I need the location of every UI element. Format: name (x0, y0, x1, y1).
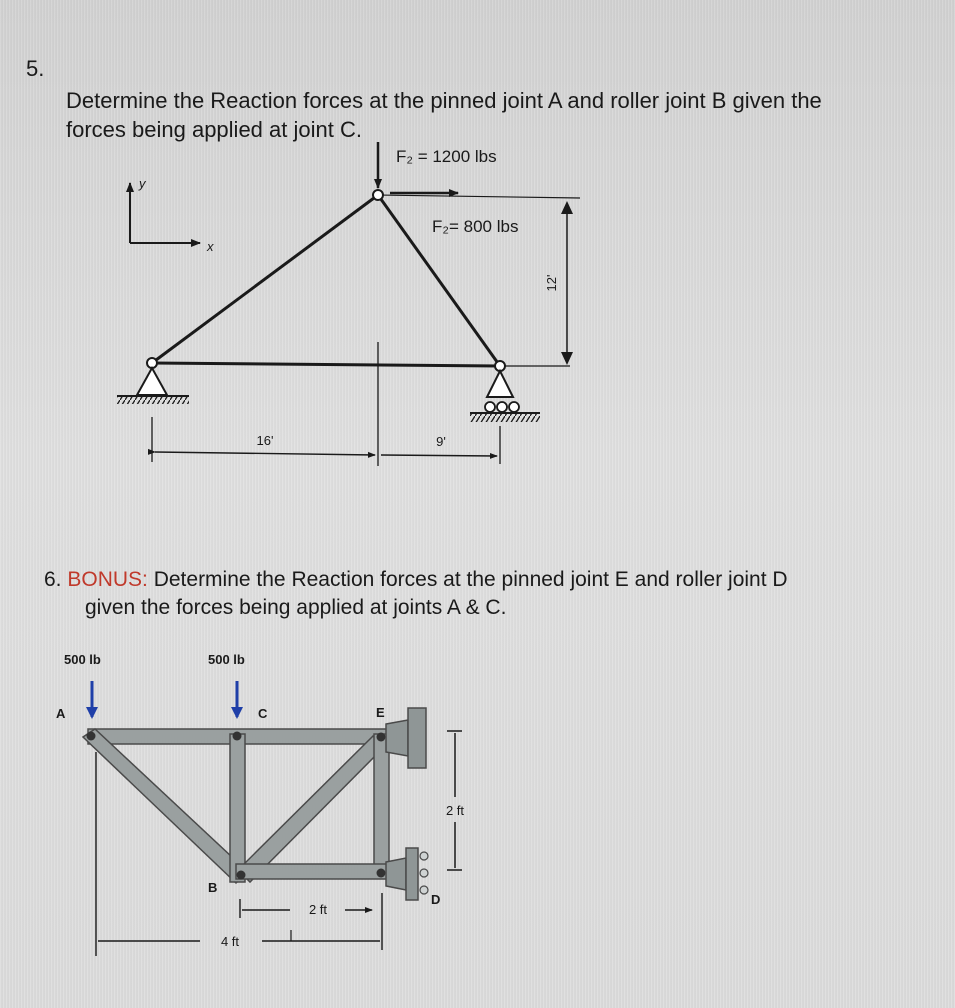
joint-d-label: D (431, 892, 441, 907)
dimension-span (152, 342, 500, 466)
dim-height-label: 12' (544, 274, 559, 292)
joint-e-pin (377, 733, 386, 742)
member-diagonal-right (238, 736, 384, 882)
joint-c-pin (373, 190, 383, 200)
roller-support-d (386, 848, 428, 900)
member-ac (152, 195, 378, 363)
coordinate-axes (130, 176, 214, 254)
joint-a-label: A (56, 706, 66, 721)
pinned-support-e (386, 708, 426, 768)
problem-5-number: 5. (26, 56, 45, 81)
joint-c-pin (233, 732, 242, 741)
member-bottom (236, 864, 388, 879)
problem-5-line-2: forces being applied at joint C. (66, 117, 362, 142)
member-ab (152, 363, 500, 366)
member-diagonal-left (83, 729, 248, 883)
roller-support-b (470, 371, 540, 422)
joint-c-label: C (258, 706, 268, 721)
dim-right-label: 9' (436, 434, 446, 449)
pinned-support-a (117, 368, 189, 404)
truss-figure-6 (56, 652, 464, 956)
joint-e-label: E (376, 705, 385, 720)
problem-6-line-1: Determine the Reaction forces at the pinned joint E and roller joint D (147, 568, 788, 591)
problem-6-line-2: given the forces being applied at joints A & C. (85, 596, 507, 619)
problem-6-number: 6. (44, 568, 62, 591)
axis-y-label: y (139, 176, 146, 191)
truss-figure-5 (117, 142, 580, 466)
dim-height-6-label: 2 ft (445, 803, 465, 818)
dim-total-6-label: 4 ft (220, 934, 240, 949)
dim-left-label: 16' (256, 433, 274, 448)
bonus-label: BONUS: (67, 568, 148, 591)
force-horizontal-label: F₂= 800 lbs (432, 217, 519, 236)
load-a-label: 500 lb (64, 652, 101, 667)
joint-b-pin (237, 871, 246, 880)
truss-members (83, 729, 389, 883)
force-vertical-label: F₂ = 1200 lbs (396, 147, 497, 166)
joint-a-pin (87, 732, 96, 741)
extension-line-top (378, 195, 580, 198)
axis-x-label: x (207, 239, 214, 254)
joint-d-pin (377, 869, 386, 878)
dimension-inner-6 (240, 893, 382, 918)
joint-b-label: B (208, 880, 218, 895)
problem-5-line-1: Determine the Reaction forces at the pinned joint A and roller joint B given the (66, 88, 822, 113)
dimension-height (544, 201, 573, 365)
load-c-label: 500 lb (208, 652, 245, 667)
dimension-height-6 (446, 731, 464, 870)
member-vertical-middle (230, 734, 245, 882)
dim-inner-6-label: 2 ft (308, 902, 328, 917)
member-vertical-right (374, 734, 389, 876)
